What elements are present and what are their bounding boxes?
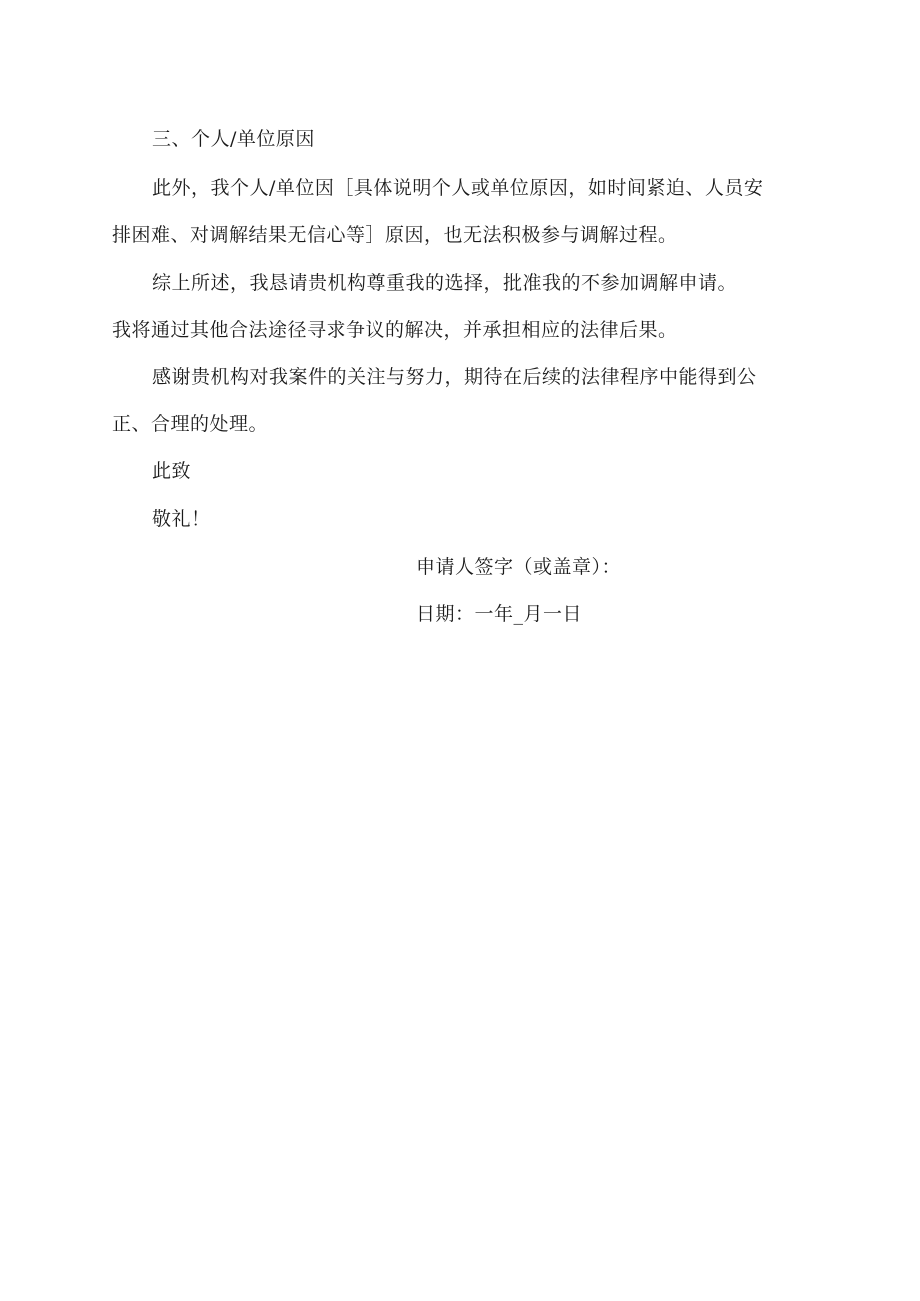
reason-paragraph-line-2: 排困难、对调解结果无信心等］原因，也无法积极参与调解过程。	[112, 224, 678, 246]
summary-paragraph-line-1: 综上所述，我恳请贵机构尊重我的选择，批准我的不参加调解申请。	[152, 272, 738, 294]
section-heading: 三、个人/单位原因	[152, 128, 315, 150]
thanks-paragraph-line-1: 感谢贵机构对我案件的关注与努力，期待在后续的法律程序中能得到公	[152, 366, 757, 388]
closing-to: 此致	[152, 460, 192, 482]
signature-label: 申请人签字（或盖章）：	[416, 556, 622, 578]
signature-date: 日期：一年_月一日	[416, 603, 583, 625]
closing-salute: 敬礼！	[152, 508, 211, 530]
thanks-paragraph-line-2: 正、合理的处理。	[112, 413, 269, 435]
summary-paragraph-line-2: 我将通过其他合法途径寻求争议的解决，并承担相应的法律后果。	[112, 319, 678, 341]
reason-paragraph-line-1: 此外，我个人/单位因［具体说明个人或单位原因，如时间紧迫、人员安	[152, 177, 764, 199]
